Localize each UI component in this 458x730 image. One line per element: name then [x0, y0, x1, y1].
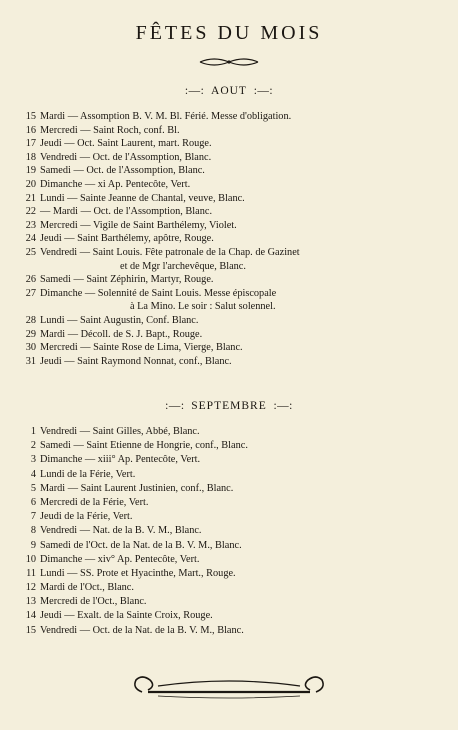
day-number: 6 [30, 496, 36, 508]
list-item [0, 328, 458, 342]
entry-text: Lundi — Saint Augustin, Conf. Blanc. [40, 314, 199, 326]
entries-aout [0, 110, 458, 368]
list-item [0, 246, 458, 273]
entry-text: Mardi — Décoll. de S. J. Bapt., Rouge. [40, 328, 203, 340]
day-number: 28 [25, 314, 36, 326]
day-number: 15 [25, 111, 36, 122]
list-item [0, 137, 458, 151]
entry-text: Mardi — Assomption B. V. M. Bl. Férié. Messe d'obligation. [40, 111, 292, 122]
day-number: 19 [25, 165, 36, 177]
entry-continuation: et de Mgr l'archevêque, Blanc. [120, 260, 246, 272]
day-number: 29 [25, 328, 36, 340]
day-number: 2 [30, 440, 36, 452]
list-item [0, 496, 458, 510]
entry-continuation: à La Mino. Le soir : Salut solennel. [130, 301, 276, 313]
day-number: 24 [25, 233, 36, 245]
list-item [0, 192, 458, 206]
day-number: 5 [30, 482, 36, 494]
list-item [0, 314, 458, 328]
entry-text: Jeudi — Saint Raymond Nonnat, conf., Blanc. [40, 355, 232, 367]
month-name: SEPTEMBRE [191, 400, 267, 412]
entry-text: Dimanche — xi Ap. Pentecôte, Vert. [40, 178, 191, 190]
entry-text: Dimanche — xiv° Ap. Pentecôte, Vert. [40, 553, 200, 565]
entry-text: Jeudi — Exalt. de la Sainte Croix, Rouge. [40, 610, 213, 622]
list-item [0, 581, 458, 595]
entry-text: Dimanche — Solennité de Saint Louis. Messe épiscopale [40, 287, 277, 299]
entry-text: Lundi — SS. Prote et Hyacinthe, Mart., Rouge. [40, 567, 236, 579]
list-item [0, 510, 458, 524]
day-number: 26 [25, 274, 36, 286]
entry-text: Mardi — Saint Laurent Justinien, conf., Blanc. [40, 482, 234, 494]
entry-text: Vendredi — Oct. de la Nat. de la B. V. M., Blanc. [40, 624, 244, 636]
day-number: 18 [25, 151, 36, 163]
day-number: 12 [25, 582, 36, 594]
day-number: 31 [25, 355, 36, 367]
day-number: 14 [25, 610, 36, 622]
list-item [0, 468, 458, 482]
entry-text: Mercredi de l'Oct., Blanc. [40, 596, 147, 608]
entry-text: Vendredi — Saint Louis. Fête patronale de la Chap. de Gazinet [40, 246, 300, 258]
entry-text: Vendredi — Saint Gilles, Abbé, Blanc. [40, 426, 200, 437]
list-item [0, 439, 458, 453]
list-item [0, 609, 458, 623]
title-ornament [196, 56, 262, 68]
day-number: 27 [25, 287, 36, 299]
list-item [0, 219, 458, 233]
day-number: 21 [25, 192, 36, 204]
list-item [0, 178, 458, 192]
list-item [0, 524, 458, 538]
entry-text: Lundi — Sainte Jeanne de Chantal, veuve, Blanc. [40, 192, 245, 204]
entry-text: Samedi — Oct. de l'Assomption, Blanc. [40, 165, 205, 177]
entry-text: Vendredi — Nat. de la B. V. M., Blanc. [40, 525, 202, 537]
list-item [0, 453, 458, 467]
list-item [0, 287, 458, 314]
month-heading-aout [0, 85, 458, 97]
heading-right-mark: :—: [273, 400, 293, 412]
day-number: 22 [25, 206, 36, 218]
entry-text: Dimanche — xiii° Ap. Pentecôte, Vert. [40, 454, 201, 466]
day-number: 7 [30, 511, 36, 523]
list-item [0, 151, 458, 165]
entry-text: Samedi — Saint Etienne de Hongrie, conf., Blanc. [40, 440, 248, 452]
entry-text: Jeudi — Oct. Saint Laurent, mart. Rouge. [40, 138, 212, 150]
entry-text: — Mardi — Oct. de l'Assomption, Blanc. [40, 206, 213, 218]
entry-text: Lundi de la Férie, Vert. [40, 468, 136, 480]
day-number: 20 [25, 178, 36, 190]
entry-text: Mercredi — Vigile de Saint Barthélemy, Violet. [40, 219, 237, 231]
month-name: AOUT [211, 85, 247, 97]
list-item [0, 341, 458, 355]
entry-text: Mercredi — Saint Roch, conf. Bl. [40, 124, 180, 136]
entry-text: Vendredi — Oct. de l'Assomption, Blanc. [40, 151, 212, 163]
day-number: 17 [25, 138, 36, 150]
list-item [0, 553, 458, 567]
list-item [0, 124, 458, 138]
list-item [0, 205, 458, 219]
entry-text: Samedi — Saint Zéphirin, Martyr, Rouge. [40, 274, 214, 286]
day-number: 13 [25, 596, 36, 608]
day-number: 1 [30, 426, 36, 437]
list-item [0, 273, 458, 287]
list-item [0, 425, 458, 439]
month-heading-septembre [0, 400, 458, 412]
day-number: 11 [26, 567, 36, 579]
entry-text: Mercredi de la Férie, Vert. [40, 496, 149, 508]
entry-text: Mercredi — Sainte Rose de Lima, Vierge, Blanc. [40, 342, 243, 354]
list-item [0, 164, 458, 178]
day-number: 3 [30, 454, 36, 466]
entry-text: Jeudi de la Férie, Vert. [40, 511, 133, 523]
day-number: 10 [25, 553, 36, 565]
list-item [0, 355, 458, 369]
day-number: 9 [30, 539, 36, 551]
day-number: 30 [25, 342, 36, 354]
list-item [0, 567, 458, 581]
day-number: 15 [25, 624, 36, 636]
day-number: 16 [25, 124, 36, 136]
bottom-ornament [128, 672, 330, 700]
day-number: 23 [25, 219, 36, 231]
day-number: 25 [25, 246, 36, 258]
heading-right-mark: :—: [253, 85, 274, 97]
list-item [0, 110, 458, 124]
list-item [0, 595, 458, 609]
entries-septembre [0, 425, 458, 638]
heading-left-mark: :—: [165, 400, 185, 412]
page-title: FÊTES DU MOIS [135, 22, 323, 44]
list-item [0, 482, 458, 496]
entry-text: Mardi de l'Oct., Blanc. [40, 582, 134, 594]
list-item [0, 624, 458, 638]
list-item [0, 232, 458, 246]
heading-left-mark: :—: [184, 85, 205, 97]
list-item [0, 539, 458, 553]
entry-text: Samedi de l'Oct. de la Nat. de la B. V. M., Blanc. [40, 539, 242, 551]
day-number: 4 [30, 468, 36, 480]
entry-text: Jeudi — Saint Barthélemy, apôtre, Rouge. [40, 233, 214, 245]
day-number: 8 [30, 525, 36, 537]
